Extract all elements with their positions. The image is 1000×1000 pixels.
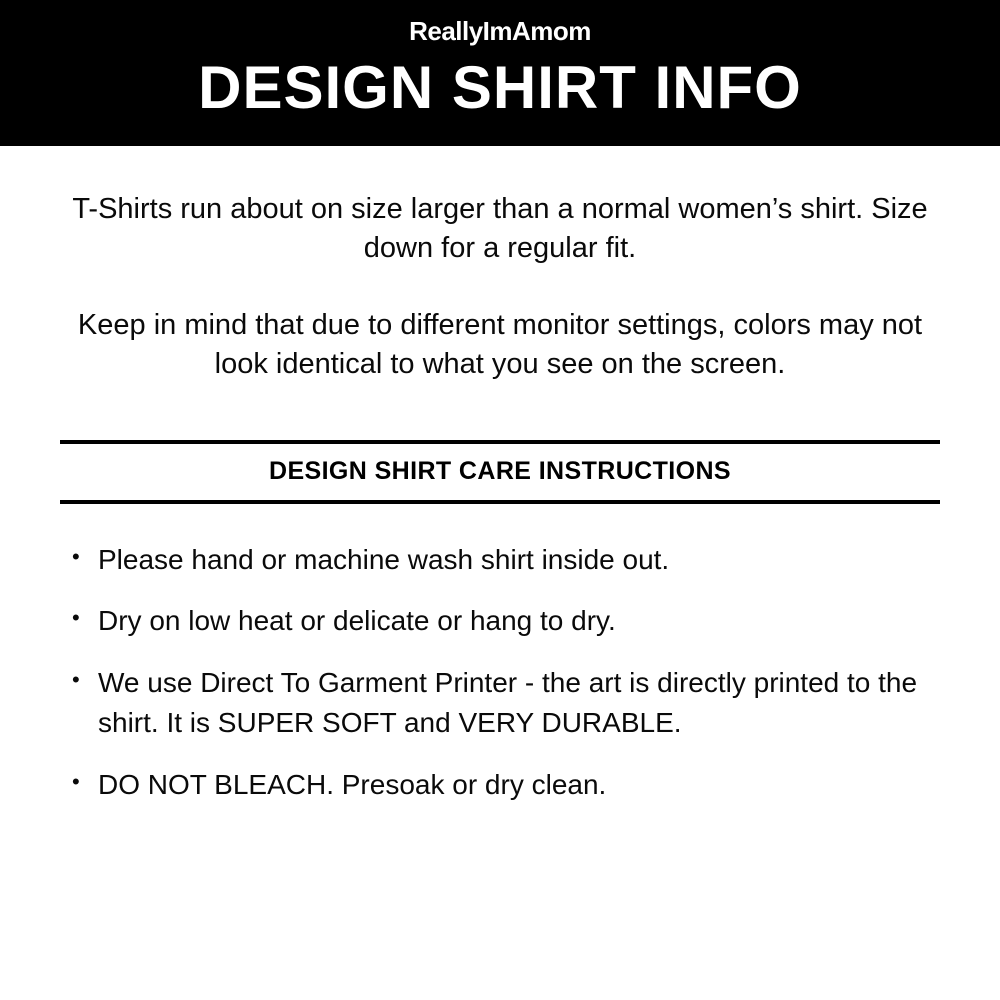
care-instructions-heading-text: DESIGN SHIRT CARE INSTRUCTIONS (268, 456, 732, 485)
intro-paragraph-1: T-Shirts run about on size larger than a normal women’s shirt. Size down for a regular fit. (72, 193, 928, 265)
page-title: DESIGN SHIRT INFO (198, 54, 802, 121)
care-instructions-heading (60, 440, 940, 504)
list-item: • Please hand or machine wash shirt inside out. (72, 540, 940, 580)
intro-paragraph-2: Keep in mind that due to different monitor settings, colors may not look identical to what you see on the screen. (77, 309, 923, 381)
intro-text-block (60, 190, 940, 385)
list-item: • DO NOT BLEACH. Presoak or dry clean. (72, 765, 940, 805)
care-instructions-list (60, 540, 940, 805)
brand-logo: ReallyImAmom (409, 16, 591, 46)
content-area (0, 190, 1000, 804)
list-item: • We use Direct To Garment Printer - the art is directly printed to the shirt. It is SUPER SOFT and VERY DURABLE. (72, 663, 940, 743)
list-item: • Dry on low heat or delicate or hang to dry. (72, 601, 940, 641)
header-band (0, 0, 1000, 146)
